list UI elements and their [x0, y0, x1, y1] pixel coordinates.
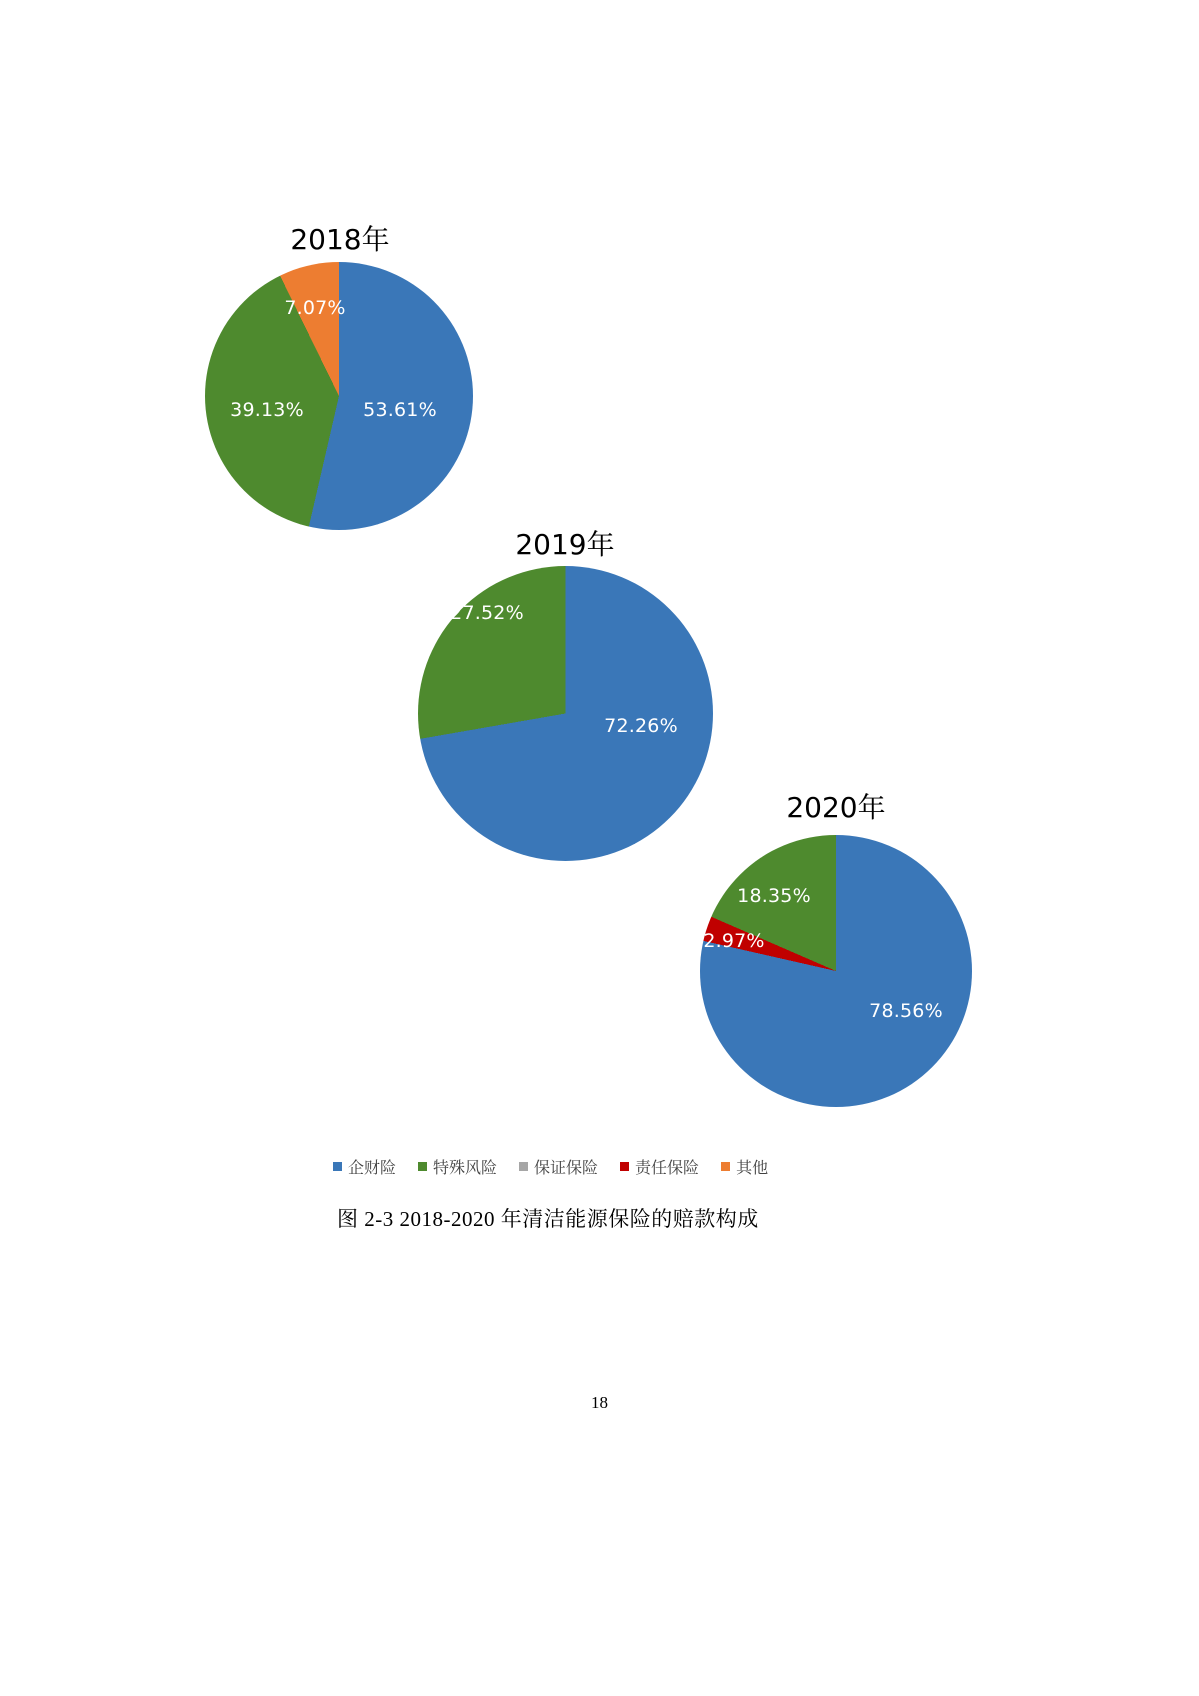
pie-label-2020-qicaixian: 78.56%: [869, 1000, 943, 1022]
legend-label: 保证保险: [534, 1158, 599, 1177]
pie-label-2019-teshufengxian: 27.52%: [450, 602, 524, 624]
legend-item-zerenbaoxian[interactable]: [620, 1155, 699, 1178]
legend-swatch-icon: [620, 1162, 629, 1171]
page-number: 18: [591, 1393, 608, 1412]
figure-caption: 图 2-3 2018-2020 年清洁能源保险的赔款构成: [337, 1207, 759, 1231]
pie-canvas-2020: [700, 835, 972, 1107]
legend-swatch-icon: [418, 1162, 427, 1171]
pie-label-2018-teshufengxian: 39.13%: [230, 399, 304, 421]
legend-swatch-icon: [519, 1162, 528, 1171]
legend-label: 其他: [736, 1158, 769, 1177]
legend-label: 企财险: [348, 1158, 397, 1177]
legend-item-teshufengxian[interactable]: [418, 1155, 497, 1178]
pie-chart-2018: [205, 218, 475, 538]
pie-title-2020: 2020年: [786, 791, 886, 824]
pie-chart-2019: [415, 523, 715, 868]
legend-swatch-icon: [721, 1162, 730, 1171]
legend-label: 责任保险: [635, 1158, 700, 1177]
legend-item-baozhengbaoxian[interactable]: [519, 1155, 598, 1178]
pie-label-2020-zerenbaoxian: 2.97%: [703, 930, 765, 952]
pie-title-2018: 2018年: [290, 223, 390, 256]
pie-chart-2020: [692, 786, 980, 1116]
legend-label: 特殊风险: [433, 1158, 498, 1177]
pie-title-2019: 2019年: [515, 528, 615, 561]
pie-canvas-2018: [205, 262, 473, 530]
legend-swatch-icon: [333, 1162, 342, 1171]
pie-label-2018-qicaixian: 53.61%: [363, 399, 437, 421]
legend-item-qicaixian[interactable]: [333, 1155, 396, 1178]
pie-label-2019-qicaixian: 72.26%: [604, 715, 678, 737]
pie-canvas-2019: [418, 566, 713, 861]
chart-legend: [333, 1155, 768, 1178]
pie-slices-2020: [700, 835, 972, 1107]
pie-label-2018-qita: 7.07%: [284, 297, 346, 319]
pie-label-2020-teshufengxian: 18.35%: [737, 885, 811, 907]
legend-item-qita[interactable]: [721, 1155, 768, 1178]
